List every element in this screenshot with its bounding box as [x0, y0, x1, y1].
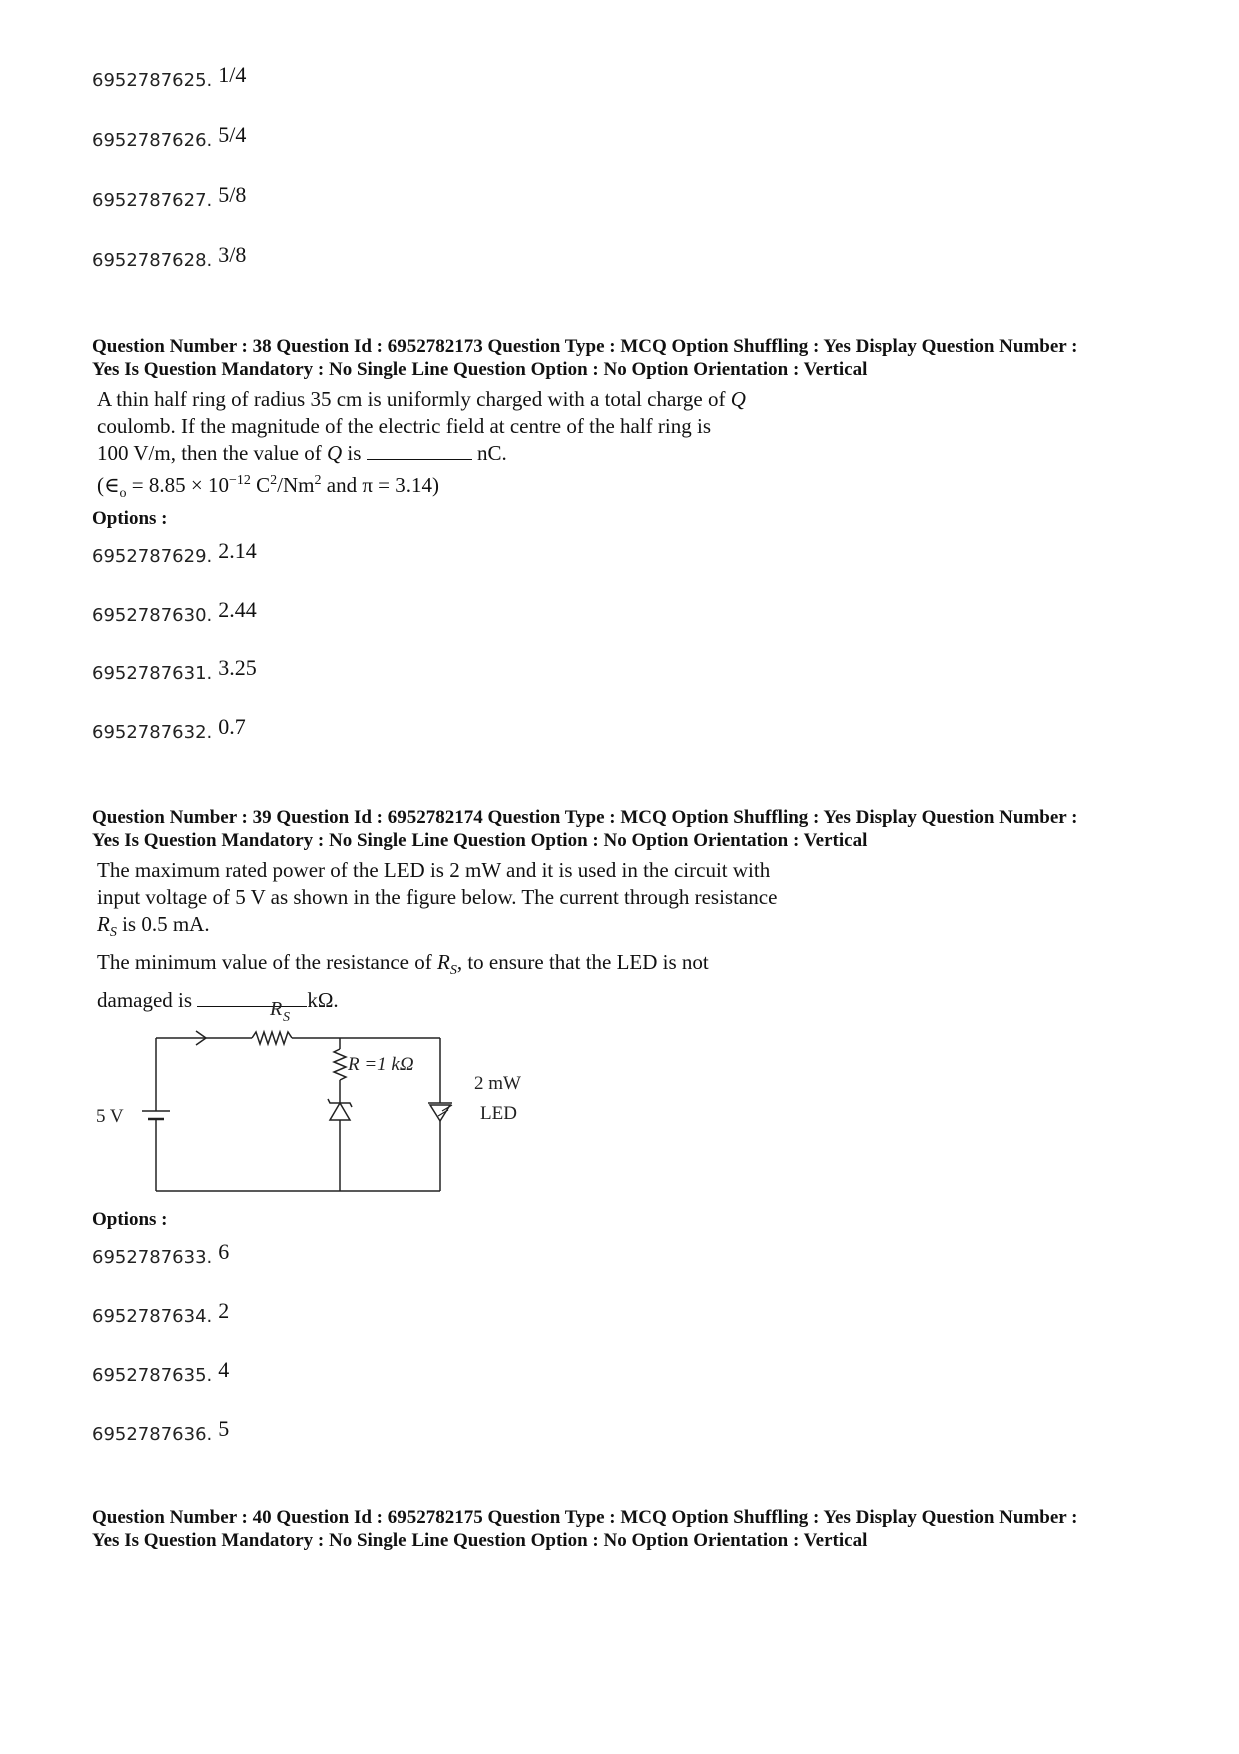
option-value: 2: [218, 1298, 230, 1323]
r-resistor: [334, 1049, 346, 1080]
option-row: [92, 538, 257, 568]
option-row: [92, 1416, 230, 1446]
r-label: R =1 kΩ: [348, 1054, 414, 1075]
option-value: 1/4: [218, 62, 247, 87]
q38-line-3: 100 V/m, then the value of Q is nC.: [97, 441, 507, 465]
q38-line-2: coulomb. If the magnitude of the electric field at centre of the half ring is: [97, 414, 712, 438]
options-label: Options :: [92, 508, 168, 529]
q39-line-5: damaged is kΩ.: [97, 988, 339, 1013]
option-row: [92, 242, 247, 272]
option-id: 6952787636.: [92, 1424, 213, 1445]
option-value: 5/8: [218, 182, 247, 207]
option-value: 6: [218, 1239, 230, 1264]
option-value: 3/8: [218, 242, 247, 267]
option-id: 6952787634.: [92, 1306, 213, 1327]
option-row: [92, 62, 247, 92]
option-id: 6952787632.: [92, 722, 213, 743]
question-38-header: [92, 335, 1172, 381]
option-row: [92, 1239, 230, 1269]
option-value: 4: [218, 1357, 230, 1382]
q38-line-1: A thin half ring of radius 35 cm is uniformly charged with a total charge of Q: [97, 387, 746, 411]
header-line-1: Question Number : 38 Question Id : 6952782173 Question Type : MCQ Option Shuffling : Yes Display Question Number :: [92, 336, 1078, 357]
q39-line-4: The minimum value of the resistance of $R_S$, to ensure that the LED is not: [97, 950, 709, 979]
option-id: 6952787630.: [92, 605, 213, 626]
option-value: 3.25: [218, 655, 257, 680]
option-id: 6952787628.: [92, 250, 213, 271]
question-39-body: [97, 857, 777, 1014]
question-38-body: [97, 386, 746, 507]
header-line-2: Yes Is Question Mandatory : No Single Line Question Option : No Option Orientation : Vertical: [92, 830, 868, 851]
option-value: 2.44: [218, 597, 257, 622]
option-row: [92, 597, 257, 627]
circuit-diagram: [90, 995, 560, 1215]
option-id: 6952787625.: [92, 70, 213, 91]
option-value: 0.7: [218, 714, 246, 739]
option-value: 5/4: [218, 122, 247, 147]
question-39-header: [92, 806, 1172, 852]
option-value: 5: [218, 1416, 230, 1441]
option-row: [92, 182, 247, 212]
rs-resistor: [252, 1032, 292, 1044]
option-row: [92, 1298, 230, 1328]
option-row: [92, 1357, 230, 1387]
option-id: 6952787627.: [92, 190, 213, 211]
q39-line-2: input voltage of 5 V as shown in the figure below. The current through resistance: [97, 885, 778, 909]
option-id: 6952787626.: [92, 130, 213, 151]
answer-blank: [367, 441, 472, 460]
source-label: 5 V: [96, 1106, 124, 1127]
led-label: LED: [480, 1103, 517, 1124]
power-label: 2 mW: [474, 1073, 521, 1094]
option-row: [92, 714, 246, 744]
rs-subscript: S: [283, 1010, 290, 1025]
header-line-1: Question Number : 40 Question Id : 6952782175 Question Type : MCQ Option Shuffling : Yes Display Question Number :: [92, 1507, 1078, 1528]
option-id: 6952787631.: [92, 663, 213, 684]
rs-label: R: [270, 998, 283, 1020]
q-symbol: Q: [730, 387, 746, 411]
option-row: [92, 122, 247, 152]
options-label: Options :: [92, 1209, 168, 1230]
question-40-header: [92, 1506, 1172, 1552]
q39-line-3: $R_S$ is 0.5 mA.: [97, 912, 210, 941]
option-id: 6952787629.: [92, 546, 213, 567]
header-line-2: Yes Is Question Mandatory : No Single Line Question Option : No Option Orientation : Vertical: [92, 1530, 868, 1551]
header-line-2: Yes Is Question Mandatory : No Single Line Question Option : No Option Orientation : Vertical: [92, 359, 868, 380]
zener-diode: [330, 1103, 350, 1120]
header-line-1: Question Number : 39 Question Id : 6952782174 Question Type : MCQ Option Shuffling : Yes Display Question Number :: [92, 807, 1078, 828]
option-value: 2.14: [218, 538, 257, 563]
option-id: 6952787635.: [92, 1365, 213, 1386]
option-id: 6952787633.: [92, 1247, 213, 1268]
q39-line-1: The maximum rated power of the LED is 2 mW and it is used in the circuit with: [97, 858, 771, 882]
option-row: [92, 655, 257, 685]
q38-line-4: ($\in_o = 8.85 \times 10^{-12}$ $C^2/Nm^2$ and π = 3.14): [97, 473, 440, 502]
